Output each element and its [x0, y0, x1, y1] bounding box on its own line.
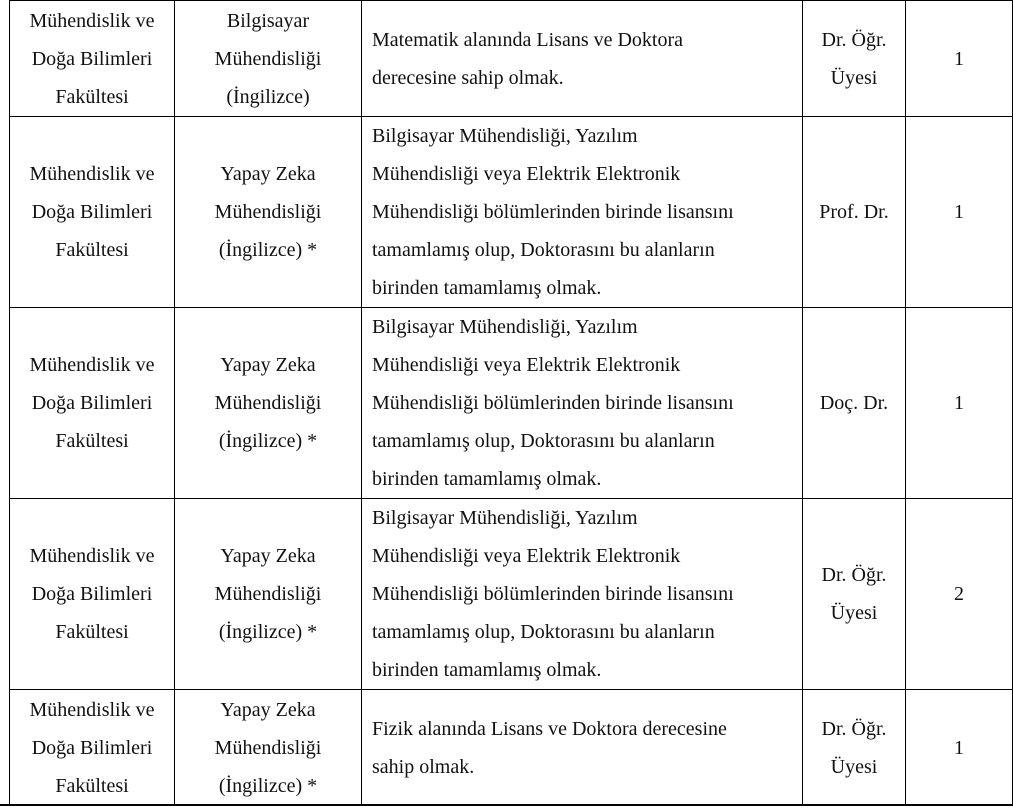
bottom-rule — [0, 804, 1013, 806]
title-cell: Dr. Öğr. Üyesi — [803, 690, 906, 806]
table-row — [10, 690, 1013, 806]
faculty-cell: Mühendislik ve Doğa Bilimleri Fakültesi — [10, 690, 175, 806]
requirement-cell: Bilgisayar Mühendisliği, Yazılım Mühendisliği veya Elektrik Elektronik Mühendisliği bölümlerinden birinde lisansını tamamlamış olup, Doktorasını bu alanların birinden tamamlamış olmak. — [362, 499, 803, 690]
department-cell: Bilgisayar Mühendisliği (İngilizce) — [175, 1, 362, 117]
count-cell: 1 — [906, 690, 1013, 806]
department-cell: Yapay Zeka Mühendisliği (İngilizce) * — [175, 499, 362, 690]
requirement-cell: Matematik alanında Lisans ve Doktora derecesine sahip olmak. — [362, 1, 803, 117]
table-row — [10, 117, 1013, 308]
count-cell: 2 — [906, 499, 1013, 690]
count-cell: 1 — [906, 308, 1013, 499]
title-cell: Doç. Dr. — [803, 308, 906, 499]
requirement-cell: Fizik alanında Lisans ve Doktora derecesine sahip olmak. — [362, 690, 803, 806]
faculty-cell: Mühendislik ve Doğa Bilimleri Fakültesi — [10, 308, 175, 499]
title-cell: Dr. Öğr. Üyesi — [803, 499, 906, 690]
table-row — [10, 308, 1013, 499]
positions-table — [9, 0, 1013, 806]
title-cell: Dr. Öğr. Üyesi — [803, 1, 906, 117]
faculty-cell: Mühendislik ve Doğa Bilimleri Fakültesi — [10, 1, 175, 117]
table-row — [10, 1, 1013, 117]
requirement-cell: Bilgisayar Mühendisliği, Yazılım Mühendisliği veya Elektrik Elektronik Mühendisliği bölümlerinden birinde lisansını tamamlamış olup, Doktorasını bu alanların birinden tamamlamış olmak. — [362, 308, 803, 499]
department-cell: Yapay Zeka Mühendisliği (İngilizce) * — [175, 117, 362, 308]
department-cell: Yapay Zeka Mühendisliği (İngilizce) * — [175, 308, 362, 499]
count-cell: 1 — [906, 117, 1013, 308]
count-cell: 1 — [906, 1, 1013, 117]
table-row — [10, 499, 1013, 690]
requirement-cell: Bilgisayar Mühendisliği, Yazılım Mühendisliği veya Elektrik Elektronik Mühendisliği bölümlerinden birinde lisansını tamamlamış olup, Doktorasını bu alanların birinden tamamlamış olmak. — [362, 117, 803, 308]
department-cell: Yapay Zeka Mühendisliği (İngilizce) * — [175, 690, 362, 806]
faculty-cell: Mühendislik ve Doğa Bilimleri Fakültesi — [10, 499, 175, 690]
title-cell: Prof. Dr. — [803, 117, 906, 308]
faculty-cell: Mühendislik ve Doğa Bilimleri Fakültesi — [10, 117, 175, 308]
